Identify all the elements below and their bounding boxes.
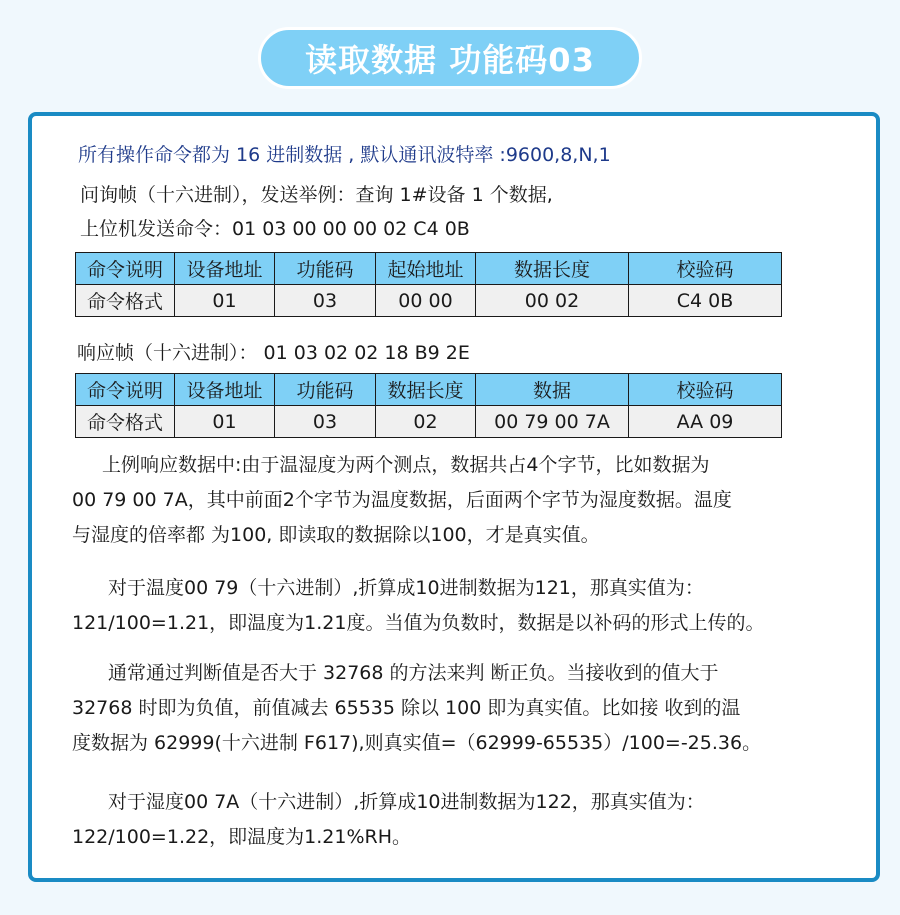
table-header-cell: 数据长度	[376, 374, 476, 406]
temperature-paragraph	[72, 571, 842, 641]
paragraph-line: 32768 时即为负值，前值减去 65535 除以 100 即为真实值。比如接 收到的温	[72, 697, 741, 719]
table-header-cell: 校验码	[629, 374, 782, 406]
table-header-cell: 命令说明	[76, 253, 175, 285]
response-frame-label: 响应帧（十六进制）： 01 03 02 02 18 B9 2E	[77, 342, 470, 364]
response-frame-table	[75, 373, 782, 438]
explanation-paragraph	[72, 448, 842, 553]
page-title: 读取数据 功能码03	[258, 27, 642, 89]
table-row	[76, 406, 782, 438]
table-cell: 00 02	[476, 285, 629, 317]
intro-line-command: 上位机发送命令：01 03 00 00 00 02 C4 0B	[80, 218, 470, 240]
paragraph-line: 00 79 00 7A，其中前面2个字节为温度数据，后面两个字节为湿度数据。温度	[72, 489, 732, 511]
table-cell: 命令格式	[76, 285, 175, 317]
paragraph-line: 121/100=1.21，即温度为1.21度。当值为负数时，数据是以补码的形式上传的。	[72, 612, 765, 634]
table-header-cell: 设备地址	[175, 253, 275, 285]
table-cell: 00 00	[376, 285, 476, 317]
table-cell: 03	[275, 285, 376, 317]
table-header-cell: 数据	[476, 374, 629, 406]
table-cell: 03	[275, 406, 376, 438]
table-header-cell: 功能码	[275, 253, 376, 285]
table-header-cell: 命令说明	[76, 374, 175, 406]
table-header-cell: 数据长度	[476, 253, 629, 285]
paragraph-line: 度数据为 62999(十六进制 F617),则真实值=（62999-65535）/100=-25.36。	[72, 732, 762, 754]
table-cell: 01	[175, 285, 275, 317]
table-cell: AA 09	[629, 406, 782, 438]
paragraph-line: 通常通过判断值是否大于 32768 的方法来判 断正负。当接收到的值大于	[108, 662, 719, 684]
paragraph-line: 上例响应数据中:由于温湿度为两个测点，数据共占4个字节，比如数据为	[102, 454, 710, 476]
paragraph-line: 与湿度的倍率都 为100, 即读取的数据除以100，才是真实值。	[72, 524, 600, 546]
table-cell: 命令格式	[76, 406, 175, 438]
intro-line-protocol: 所有操作命令都为 16 进制数据 , 默认通讯波特率 :9600,8,N,1	[78, 144, 611, 166]
table-cell: 01	[175, 406, 275, 438]
paragraph-line: 对于湿度00 7A（十六进制）,折算成10进制数据为122，那真实值为：	[108, 791, 705, 813]
table-header-cell: 功能码	[275, 374, 376, 406]
intro-line-query: 问询帧（十六进制），发送举例：查询 1#设备 1 个数据,	[80, 184, 553, 206]
table-header-row	[76, 374, 782, 406]
table-cell: 02	[376, 406, 476, 438]
paragraph-line: 122/100=1.22，即温度为1.21%RH。	[72, 826, 412, 848]
table-header-cell: 起始地址	[376, 253, 476, 285]
table-cell: 00 79 00 7A	[476, 406, 629, 438]
humidity-paragraph	[72, 785, 842, 855]
table-header-cell: 设备地址	[175, 374, 275, 406]
table-header-row	[76, 253, 782, 285]
table-header-cell: 校验码	[629, 253, 782, 285]
negative-value-paragraph	[72, 656, 842, 761]
table-cell: C4 0B	[629, 285, 782, 317]
query-frame-table	[75, 252, 782, 317]
table-row	[76, 285, 782, 317]
paragraph-line: 对于温度00 79（十六进制）,折算成10进制数据为121，那真实值为：	[108, 577, 704, 599]
